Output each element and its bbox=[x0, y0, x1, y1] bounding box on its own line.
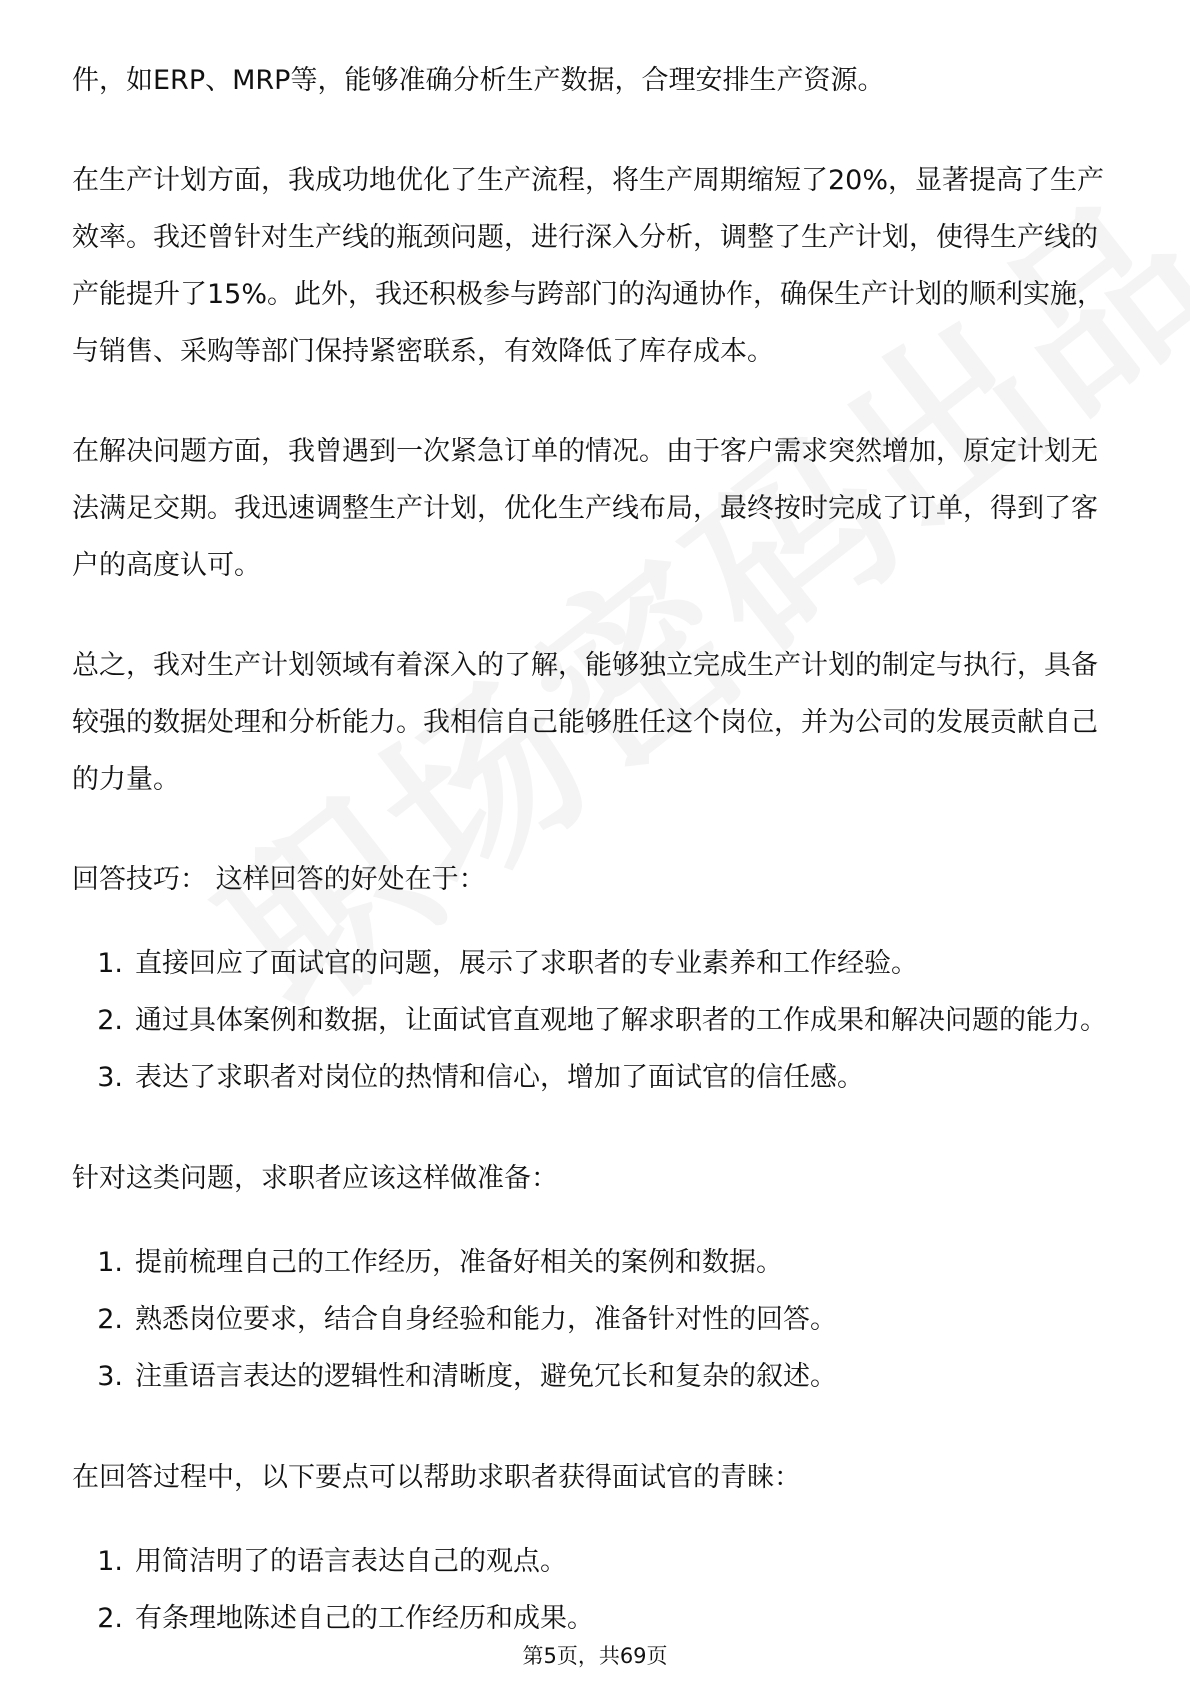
list-number: 2. bbox=[97, 1304, 123, 1335]
list-item bbox=[72, 1590, 1122, 1647]
document-body bbox=[72, 52, 1122, 1691]
list-item bbox=[72, 992, 1122, 1049]
list-text: 熟悉岗位要求，结合自身经验和能力，准备针对性的回答。 bbox=[135, 1304, 837, 1335]
list-number: 1. bbox=[97, 1247, 123, 1278]
list-text: 注重语言表达的逻辑性和清晰度，避免冗长和复杂的叙述。 bbox=[135, 1361, 837, 1392]
prep-heading: 针对这类问题，求职者应该这样做准备： bbox=[72, 1163, 558, 1194]
list-item bbox=[72, 1533, 1122, 1590]
list-text: 通过具体案例和数据，让面试官直观地了解求职者的工作成果和解决问题的能力。 bbox=[135, 1005, 1107, 1036]
paragraph-problem-solving: 在解决问题方面，我曾遇到一次紧急订单的情况。由于客户需求突然增加，原定计划无法满足交期。我迅速调整生产计划，优化生产线布局，最终按时完成了订单，得到了客户的高度认可。 bbox=[72, 436, 1098, 581]
list-number: 3. bbox=[97, 1062, 123, 1093]
list-item bbox=[72, 935, 1122, 992]
list-number: 2. bbox=[97, 1005, 123, 1036]
list-number: 3. bbox=[97, 1361, 123, 1392]
list-text: 直接回应了面试官的问题，展示了求职者的专业素养和工作经验。 bbox=[135, 948, 918, 979]
list-number: 2. bbox=[97, 1603, 123, 1634]
paragraph-production-planning: 在生产计划方面，我成功地优化了生产流程，将生产周期缩短了20%，显著提高了生产效率。我还曾针对生产线的瓶颈问题，进行深入分析，调整了生产计划，使得生产线的产能提升了15%。此外，我还积极参与跨部门的沟通协作，确保生产计划的顺利实施，与销售、采购等部门保持紧密联系，有效降低了库存成本。 bbox=[72, 165, 1105, 367]
list-text: 提前梳理自己的工作经历，准备好相关的案例和数据。 bbox=[135, 1247, 783, 1278]
list-item bbox=[72, 1348, 1122, 1405]
list-text: 表达了求职者对岗位的热情和信心，增加了面试官的信任感。 bbox=[135, 1062, 864, 1093]
tips-heading: 回答技巧： 这样回答的好处在于： bbox=[72, 864, 486, 895]
points-list bbox=[72, 1533, 1122, 1647]
list-text: 用简洁明了的语言表达自己的观点。 bbox=[135, 1546, 567, 1577]
list-item bbox=[72, 1049, 1122, 1106]
paragraph-continuation: 件，如ERP、MRP等，能够准确分析生产数据，合理安排生产资源。 bbox=[72, 65, 885, 96]
list-item bbox=[72, 1234, 1122, 1291]
list-item bbox=[72, 1291, 1122, 1348]
list-number: 1. bbox=[97, 1546, 123, 1577]
paragraph-summary: 总之，我对生产计划领域有着深入的了解，能够独立完成生产计划的制定与执行，具备较强的数据处理和分析能力。我相信自己能够胜任这个岗位，并为公司的发展贡献自己的力量。 bbox=[72, 650, 1098, 795]
prep-list bbox=[72, 1234, 1122, 1405]
page-number-footer: 第5页，共69页 bbox=[522, 1644, 668, 1668]
tips-list bbox=[72, 935, 1122, 1106]
points-heading: 在回答过程中，以下要点可以帮助求职者获得面试官的青睐： bbox=[72, 1462, 801, 1493]
list-text: 有条理地陈述自己的工作经历和成果。 bbox=[135, 1603, 594, 1634]
list-number: 1. bbox=[97, 948, 123, 979]
